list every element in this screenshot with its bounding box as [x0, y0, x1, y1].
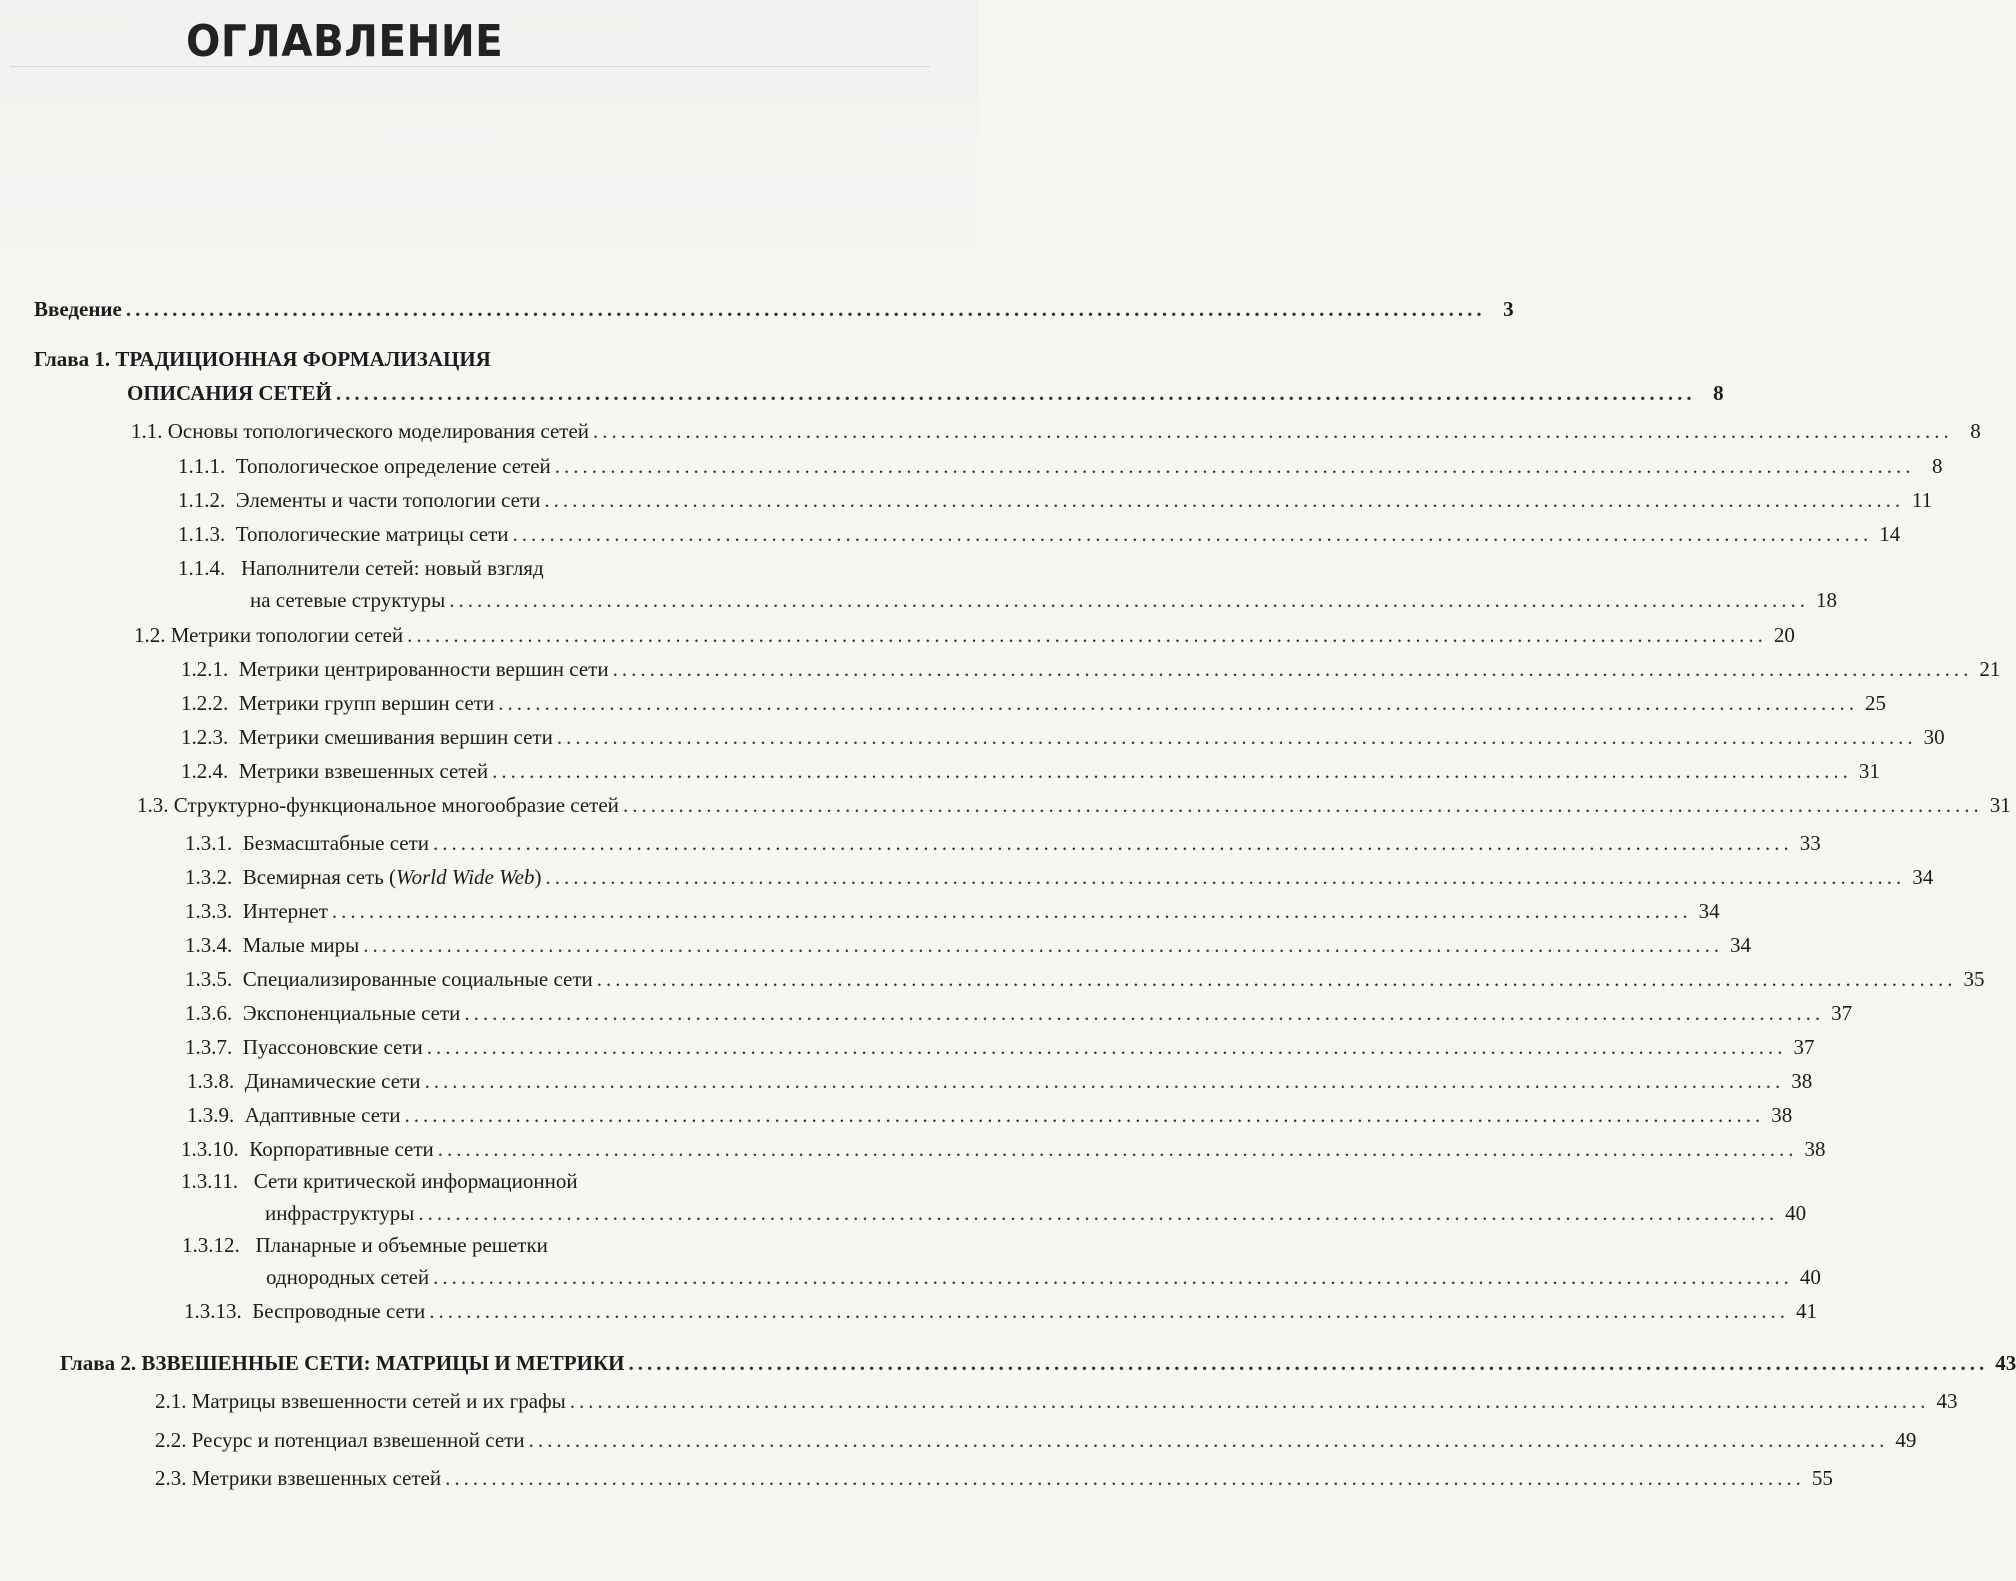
leader-dots: ...................................................................................................................................................	[449, 588, 1809, 612]
entry-label: Структурно-функциональное многообразие сетей	[173, 793, 619, 817]
toc-entry[interactable]	[185, 864, 1934, 890]
leader-dots: ...................................................................................................................................................	[429, 1299, 1790, 1323]
toc-entry[interactable]	[134, 622, 1795, 648]
entry-page: 25	[1864, 691, 1886, 715]
toc-entry[interactable]	[181, 758, 1880, 784]
leader-dots: ...................................................................................................................................................	[433, 831, 1793, 855]
entry-label-end: )	[534, 865, 542, 889]
entry-number: 1.2.	[134, 623, 166, 647]
toc-entry[interactable]	[178, 555, 544, 581]
entry-label: Сети критической информационной	[253, 1169, 578, 1193]
entry-label: Метрики взвешенных сетей	[238, 759, 489, 783]
entry-label: Метрики топологии сетей	[170, 623, 404, 647]
toc-entry[interactable]	[184, 1298, 1818, 1324]
entry-page: 30	[1923, 725, 1945, 749]
entry-page: 3	[1503, 297, 1514, 321]
entry-number: 1.3.1.	[185, 831, 233, 855]
entry-label: Интернет	[242, 899, 328, 923]
leader-dots: ...................................................................................................................................................	[125, 297, 1486, 321]
entry-label: Метрики групп вершин сети	[238, 691, 495, 715]
entry-label: Топологические матрицы сети	[235, 522, 509, 546]
entry-number: 1.3.7.	[185, 1035, 233, 1059]
entry-page: 40	[1799, 1265, 1821, 1289]
entry-label: Корпоративные сети	[249, 1137, 434, 1161]
leader-dots: ...................................................................................................................................................	[596, 967, 1957, 991]
entry-number: 2.2.	[155, 1428, 187, 1452]
toc-entry[interactable]	[187, 1068, 1813, 1094]
page-title: ОГЛАВЛЕНИЕ	[186, 16, 504, 67]
toc-entry-chapter-2[interactable]	[60, 1350, 2016, 1376]
entry-number: 1.3.12.	[182, 1233, 240, 1257]
entry-label-line2: однородных сетей	[266, 1265, 430, 1289]
entry-label-italic: World Wide Web	[396, 865, 535, 889]
entry-page: 31	[1989, 793, 2011, 817]
entry-label: Экспоненциальные сети	[242, 1001, 461, 1025]
entry-label: Адаптивные сети	[244, 1103, 401, 1127]
toc-entry[interactable]	[178, 521, 1901, 547]
toc-entry[interactable]	[181, 724, 1945, 750]
entry-page: 40	[1785, 1201, 1807, 1225]
entry-label-line2: инфраструктуры	[265, 1201, 415, 1225]
entry-number: 1.3.3.	[185, 899, 233, 923]
entry-number: 1.3.10.	[181, 1137, 239, 1161]
leader-dots: ...................................................................................................................................................	[445, 1466, 1805, 1490]
entry-number: 1.2.3.	[181, 725, 229, 749]
entry-page: 8	[1932, 454, 1943, 478]
entry-page: 34	[1698, 899, 1720, 923]
entry-page: 38	[1771, 1103, 1793, 1127]
entry-label: Специализированные социальные сети	[242, 967, 593, 991]
entry-page: 20	[1773, 623, 1795, 647]
toc-entry[interactable]	[181, 1168, 578, 1194]
entry-number: 1.3.13.	[184, 1299, 242, 1323]
entry-label: Динамические сети	[244, 1069, 421, 1093]
entry-label: Элементы и части топологии сети	[235, 488, 541, 512]
entry-number: 1.3.5.	[185, 967, 233, 991]
entry-page: 55	[1811, 1466, 1833, 1490]
toc-entry[interactable]	[187, 1102, 1793, 1128]
entry-number: 1.1.3.	[178, 522, 226, 546]
toc-entry-chapter-1-cont[interactable]	[127, 380, 1724, 406]
chapter-title-line2: ОПИСАНИЯ СЕТЕЙ	[127, 381, 332, 405]
entry-label: Малые миры	[242, 933, 360, 957]
chapter-title: ВЗВЕШЕННЫЕ СЕТИ: МАТРИЦЫ И МЕТРИКИ	[141, 1351, 625, 1375]
entry-page: 31	[1858, 759, 1880, 783]
leader-dots: ...................................................................................................................................................	[544, 488, 1905, 512]
toc-entry[interactable]	[182, 1232, 548, 1258]
entry-number: 1.3.6.	[185, 1001, 233, 1025]
leader-dots: ...................................................................................................................................................	[424, 1069, 1785, 1093]
leader-dots: ...................................................................................................................................................	[404, 1103, 1765, 1127]
toc-entry[interactable]	[185, 898, 1720, 924]
leader-dots: ...................................................................................................................................................	[556, 725, 1917, 749]
leader-dots: ...................................................................................................................................................	[437, 1137, 1798, 1161]
entry-label: Беспроводные сети	[252, 1299, 426, 1323]
entry-page: 43	[1995, 1351, 2016, 1375]
entry-label: Планарные и объемные решетки	[255, 1233, 548, 1257]
leader-dots: ...................................................................................................................................................	[569, 1389, 1930, 1413]
toc-entry[interactable]	[137, 792, 2011, 818]
leader-dots: ...................................................................................................................................................	[363, 933, 1723, 957]
entry-label: Наполнители сетей: новый взгляд	[241, 556, 544, 580]
toc-entry[interactable]	[185, 1000, 1853, 1026]
entry-page: 38	[1804, 1137, 1826, 1161]
entry-label-line2: на сетевые структуры	[250, 588, 446, 612]
entry-label: Метрики смешивания вершин сети	[238, 725, 553, 749]
toc-entry-intro[interactable]	[34, 296, 1514, 322]
chapter-number: Глава 1.	[34, 347, 111, 371]
toc-entry[interactable]	[185, 932, 1751, 958]
toc-entry[interactable]	[181, 1136, 1826, 1162]
leader-dots: ...................................................................................................................................................	[492, 759, 1852, 783]
entry-label: Безмасштабные сети	[242, 831, 430, 855]
leader-dots: ...................................................................................................................................................	[433, 1265, 1793, 1289]
toc-entry-cont[interactable]	[250, 587, 1837, 613]
entry-label: Основы топологического моделирования сетей	[167, 419, 590, 443]
entry-page: 43	[1936, 1389, 1958, 1413]
entry-number: 2.1.	[155, 1389, 187, 1413]
entry-label: Матрицы взвешенности сетей и их графы	[191, 1389, 566, 1413]
toc-entry[interactable]	[155, 1427, 1917, 1453]
entry-page: 8	[1970, 419, 1981, 443]
toc-entry[interactable]	[185, 830, 1821, 856]
toc-entry-cont[interactable]	[265, 1200, 1807, 1226]
entry-label: Метрики взвешенных сетей	[191, 1466, 442, 1490]
entry-number: 1.1.	[131, 419, 163, 443]
toc-entry[interactable]	[185, 1034, 1815, 1060]
entry-label: Пуассоновские сети	[242, 1035, 423, 1059]
entry-number: 1.3.8.	[187, 1069, 235, 1093]
entry-page: 14	[1879, 522, 1901, 546]
leader-dots: ...................................................................................................................................................	[407, 623, 1767, 647]
leader-dots: ...................................................................................................................................................	[545, 865, 1906, 889]
toc-entry-chapter-1[interactable]	[34, 346, 491, 372]
entry-label: Введение	[34, 297, 122, 321]
chapter-title-line1: ТРАДИЦИОННАЯ ФОРМАЛИЗАЦИЯ	[115, 347, 491, 371]
entry-page: 8	[1713, 381, 1724, 405]
toc-entry[interactable]	[185, 966, 1985, 992]
toc-entry[interactable]	[181, 656, 2001, 682]
entry-page: 37	[1831, 1001, 1853, 1025]
entry-number: 1.3.2.	[185, 865, 233, 889]
entry-number: 1.3.11.	[181, 1169, 238, 1193]
chapter-number: Глава 2.	[60, 1351, 137, 1375]
entry-number: 1.3.9.	[187, 1103, 235, 1127]
entry-number: 1.1.4.	[178, 556, 226, 580]
entry-page: 18	[1815, 588, 1837, 612]
entry-page: 21	[1979, 657, 2001, 681]
entry-number: 2.3.	[155, 1466, 187, 1490]
entry-number: 1.3.	[137, 793, 169, 817]
leader-dots: ...................................................................................................................................................	[426, 1035, 1787, 1059]
entry-page: 11	[1911, 488, 1933, 512]
leader-dots: ...................................................................................................................................................	[335, 381, 1696, 405]
leader-dots: ...................................................................................................................................................	[498, 691, 1858, 715]
entry-page: 49	[1895, 1428, 1917, 1452]
leader-dots: ...................................................................................................................................................	[593, 419, 1953, 443]
entry-page: 38	[1791, 1069, 1813, 1093]
toc-entry[interactable]	[155, 1388, 1958, 1414]
entry-page: 41	[1796, 1299, 1818, 1323]
entry-number: 1.2.1.	[181, 657, 229, 681]
entry-page: 34	[1912, 865, 1934, 889]
leader-dots: ...................................................................................................................................................	[418, 1201, 1779, 1225]
entry-number: 1.2.4.	[181, 759, 229, 783]
entry-number: 1.2.2.	[181, 691, 229, 715]
entry-page: 33	[1799, 831, 1821, 855]
leader-dots: ...................................................................................................................................................	[512, 522, 1873, 546]
entry-number: 1.1.2.	[178, 488, 226, 512]
entry-number: 1.1.1.	[178, 454, 226, 478]
entry-page: 35	[1963, 967, 1985, 991]
toc-entry[interactable]	[178, 453, 1943, 479]
entry-label: Ресурс и потенциал взвешенной сети	[191, 1428, 525, 1452]
leader-dots: ...................................................................................................................................................	[528, 1428, 1889, 1452]
entry-label: Топологическое определение сетей	[235, 454, 551, 478]
leader-dots: ...................................................................................................................................................	[612, 657, 1973, 681]
entry-number: 1.3.4.	[185, 933, 233, 957]
entry-page: 37	[1793, 1035, 1815, 1059]
toc-entry[interactable]	[178, 487, 1933, 513]
toc-entry[interactable]	[181, 690, 1886, 716]
leader-dots: ...................................................................................................................................................	[622, 793, 1983, 817]
toc-entry-cont[interactable]	[266, 1264, 1821, 1290]
entry-label: Метрики центрированности вершин сети	[238, 657, 609, 681]
leader-dots: ...................................................................................................................................................	[331, 899, 1692, 923]
entry-label-text: Всемирная сеть (	[242, 865, 397, 889]
toc-entry[interactable]	[155, 1465, 1833, 1491]
toc-entry[interactable]	[131, 418, 1981, 444]
entry-label	[243, 864, 542, 890]
leader-dots: ...................................................................................................................................................	[464, 1001, 1825, 1025]
entry-page: 34	[1729, 933, 1751, 957]
leader-dots: ...................................................................................................................................................	[628, 1351, 1989, 1375]
leader-dots: ...................................................................................................................................................	[554, 454, 1915, 478]
